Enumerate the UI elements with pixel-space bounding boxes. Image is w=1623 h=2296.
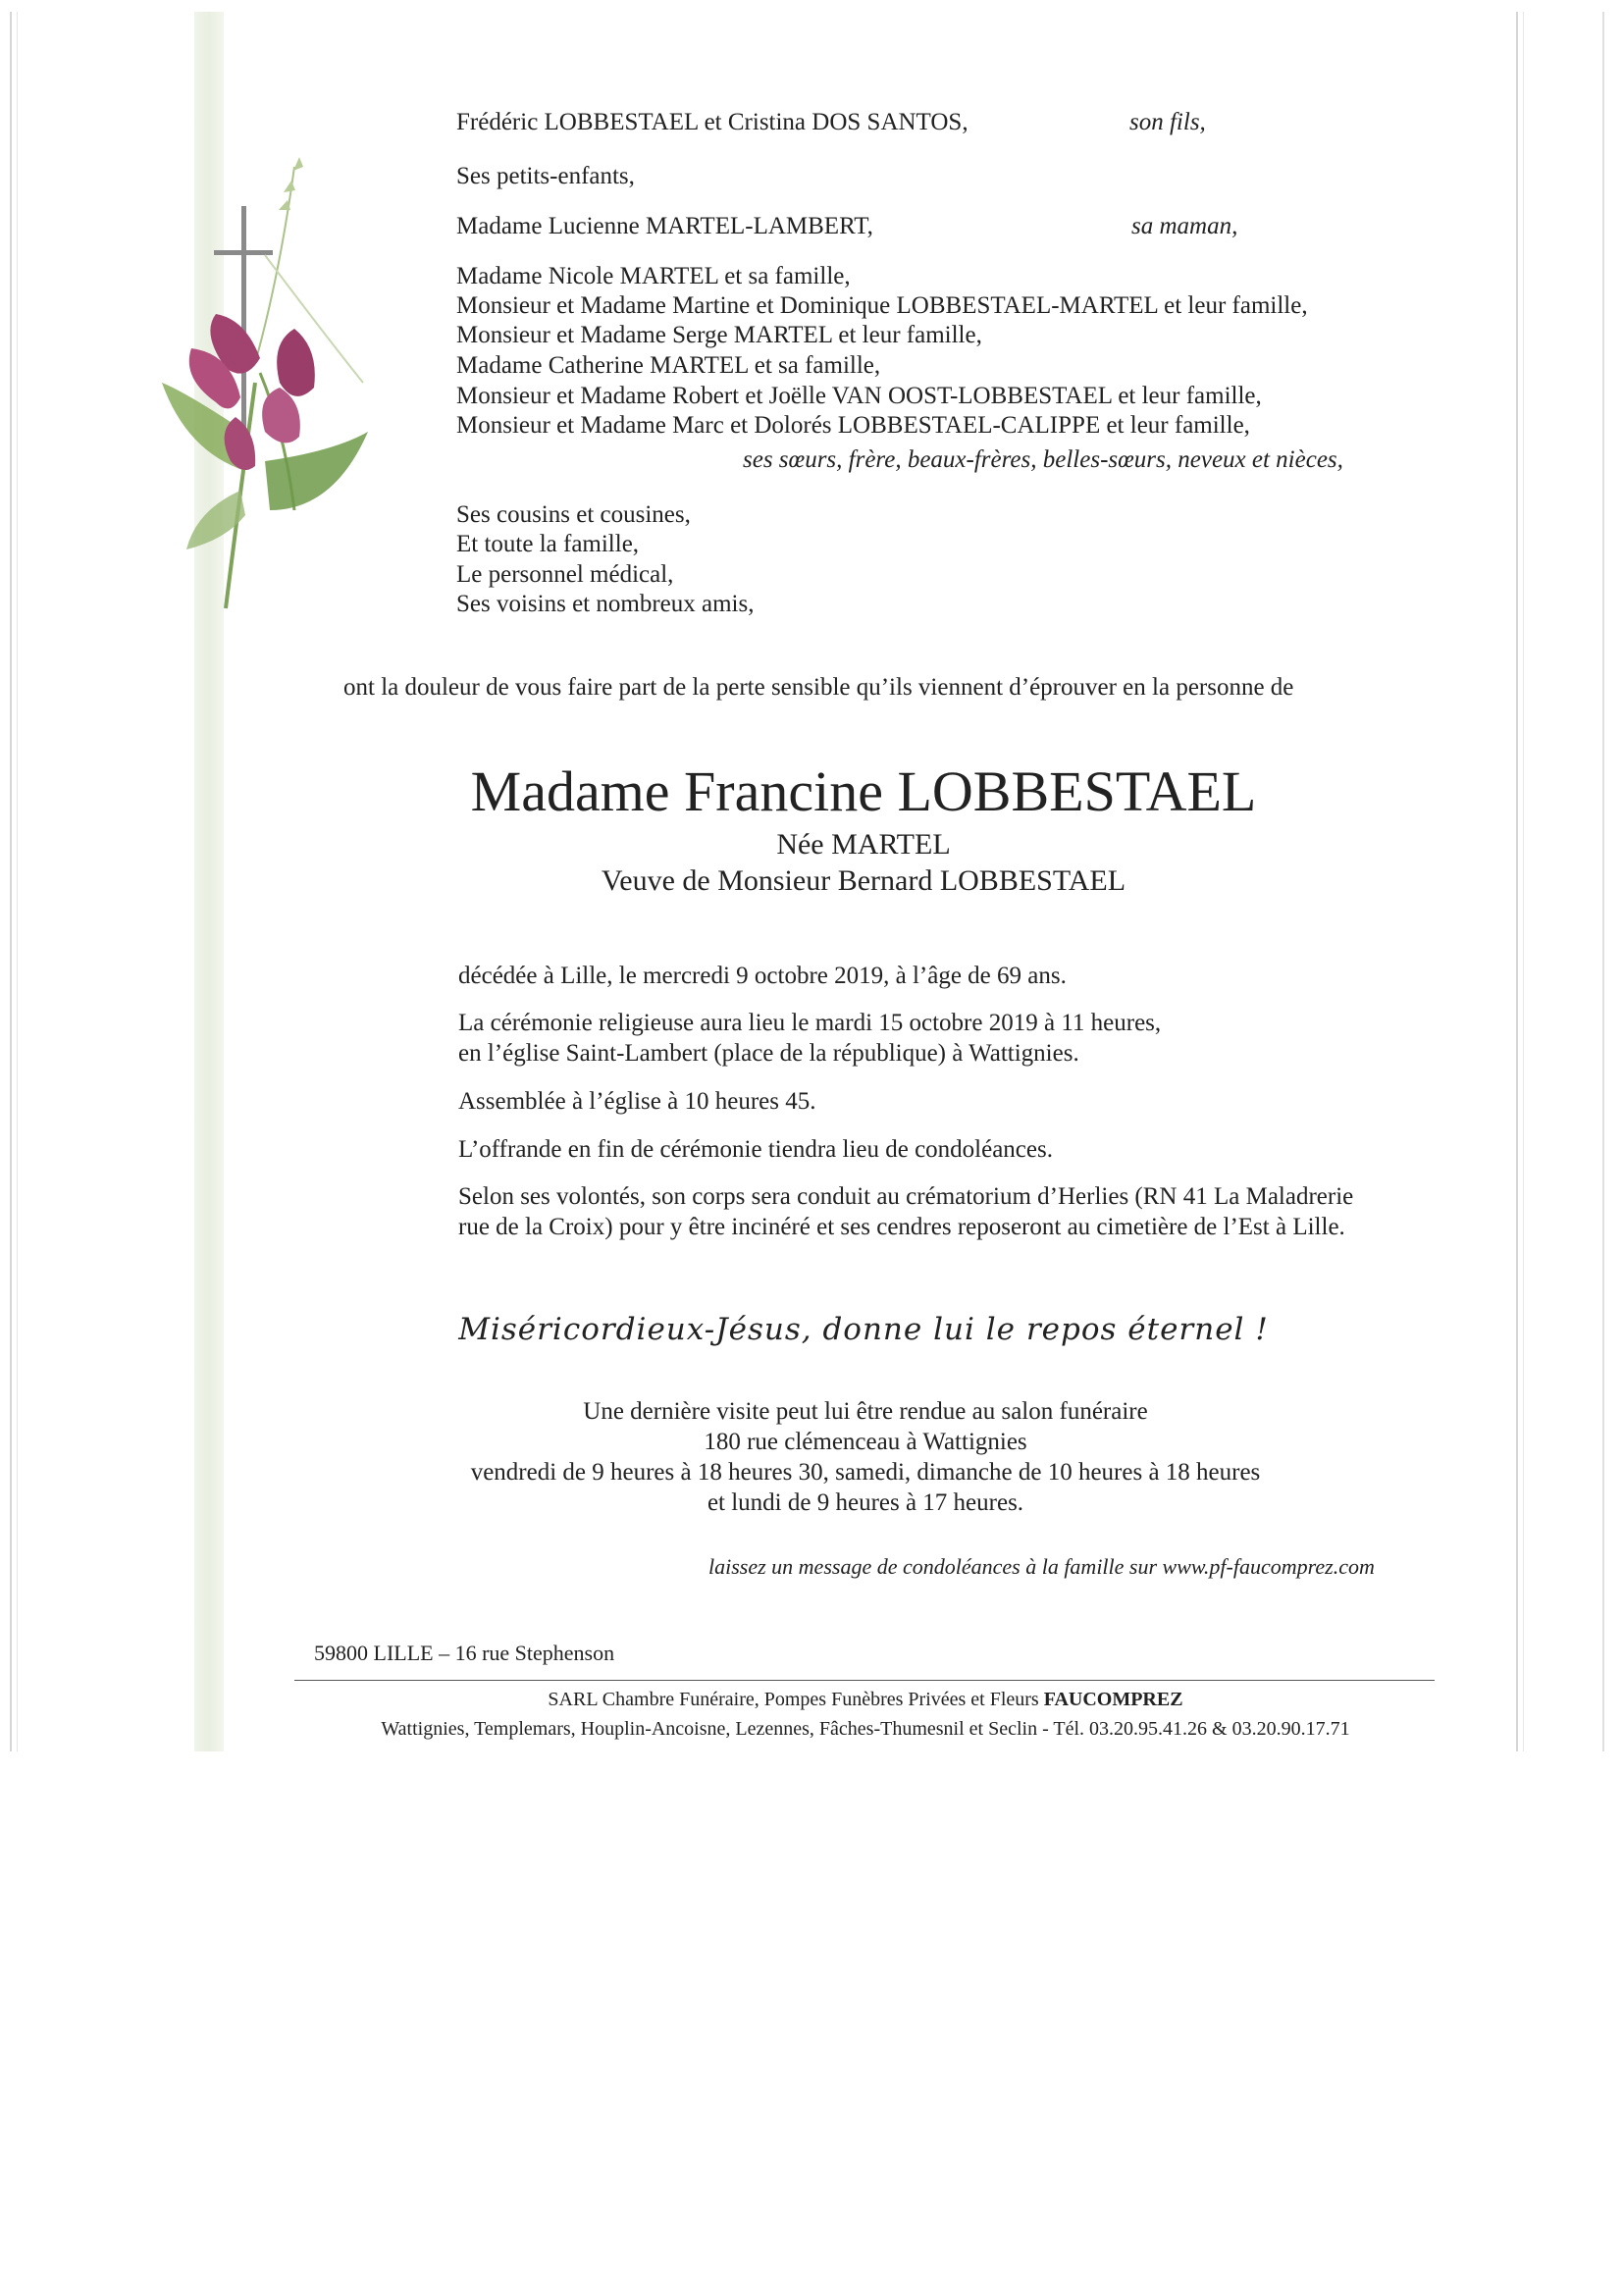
detail-line: Assemblée à l’église à 10 heures 45.	[458, 1088, 816, 1115]
family-sibling-line: Monsieur et Madame Marc et Dolorés LOBBESTAEL-CALIPPE et leur famille,	[456, 412, 1250, 439]
family-sibling-line: Madame Catherine MARTEL et sa famille,	[456, 352, 881, 379]
family-son-name: Frédéric LOBBESTAEL et Cristina DOS SANTOS,	[456, 109, 969, 135]
detail-line: Selon ses volontés, son corps sera conduit au crématorium d’Herlies (RN 41 La Maladrerie	[458, 1183, 1354, 1210]
detail-line: L’offrande en fin de cérémonie tiendra lieu de condoléances.	[458, 1136, 1053, 1163]
footer-locations: Wattignies, Templemars, Houplin-Ancoisne, Lezennes, Fâches-Thumesnil et Seclin - Tél. 03.20.95.41.26 & 03.20.90.17.71	[381, 1718, 1350, 1740]
family-sibling-line: Madame Nicole MARTEL et sa famille,	[456, 263, 851, 289]
footer-company-prefix: SARL Chambre Funéraire, Pompes Funèbres Privées et Fleurs	[548, 1689, 1044, 1710]
family-others-line: Ses cousins et cousines,	[456, 501, 691, 528]
family-others-line: Ses voisins et nombreux amis,	[456, 591, 755, 617]
visit-line: vendredi de 9 heures à 18 heures 30, samedi, dimanche de 10 heures à 18 heures	[470, 1459, 1261, 1486]
cross-icon	[241, 206, 246, 432]
family-mother-relation: sa maman,	[1131, 213, 1238, 239]
detail-line: rue de la Croix) pour y être incinéré et ses cendres reposeront au cimetière de l’Est à Lille.	[458, 1214, 1345, 1240]
family-sibling-line: Monsieur et Madame Serge MARTEL et leur famille,	[456, 322, 982, 348]
footer-company	[0, 1688, 1623, 1711]
footer-company-name: FAUCOMPREZ	[1043, 1689, 1183, 1710]
deceased-maiden-name: Née MARTEL	[776, 828, 951, 861]
cross-and-lily-illustration	[147, 137, 373, 628]
deceased-name: Madame Francine LOBBESTAEL	[470, 759, 1257, 823]
family-siblings-relation: ses sœurs, frère, beaux-frères, belles-sœurs, neveux et nièces,	[743, 446, 1343, 473]
visit-line: et lundi de 9 heures à 17 heures.	[707, 1489, 1024, 1516]
family-others-line: Et toute la famille,	[456, 531, 640, 557]
detail-line: en l’église Saint-Lambert (place de la république) à Wattignies.	[458, 1040, 1079, 1067]
detail-line: La cérémonie religieuse aura lieu le mardi 15 octobre 2019 à 11 heures,	[458, 1010, 1162, 1036]
family-sibling-line: Monsieur et Madame Robert et Joëlle VAN OOST-LOBBESTAEL et leur famille,	[456, 383, 1262, 409]
family-sibling-line: Monsieur et Madame Martine et Dominique LOBBESTAEL-MARTEL et leur famille,	[456, 292, 1308, 319]
funeral-home-address: 59800 LILLE – 16 rue Stephenson	[314, 1641, 615, 1665]
family-mother-name: Madame Lucienne MARTEL-LAMBERT,	[456, 213, 873, 239]
deceased-widow-of: Veuve de Monsieur Bernard LOBBESTAEL	[601, 864, 1126, 897]
website-note: laissez un message de condoléances à la famille sur www.pf-faucomprez.com	[708, 1554, 1375, 1579]
family-grandchildren: Ses petits-enfants,	[456, 163, 635, 189]
visit-line: 180 rue clémenceau à Wattignies	[704, 1429, 1027, 1455]
visit-line: Une dernière visite peut lui être rendue au salon funéraire	[583, 1398, 1148, 1425]
family-others-line: Le personnel médical,	[456, 561, 674, 588]
detail-line: décédée à Lille, le mercredi 9 octobre 2019, à l’âge de 69 ans.	[458, 963, 1067, 989]
family-son-relation: son fils,	[1129, 109, 1206, 135]
prayer-text: Miséricordieux-Jésus, donne lui le repos éternel !	[458, 1312, 1269, 1347]
announcement-text: ont la douleur de vous faire part de la perte sensible qu’ils viennent d’éprouver en la personne de	[343, 674, 1294, 701]
footer-divider	[294, 1680, 1435, 1681]
